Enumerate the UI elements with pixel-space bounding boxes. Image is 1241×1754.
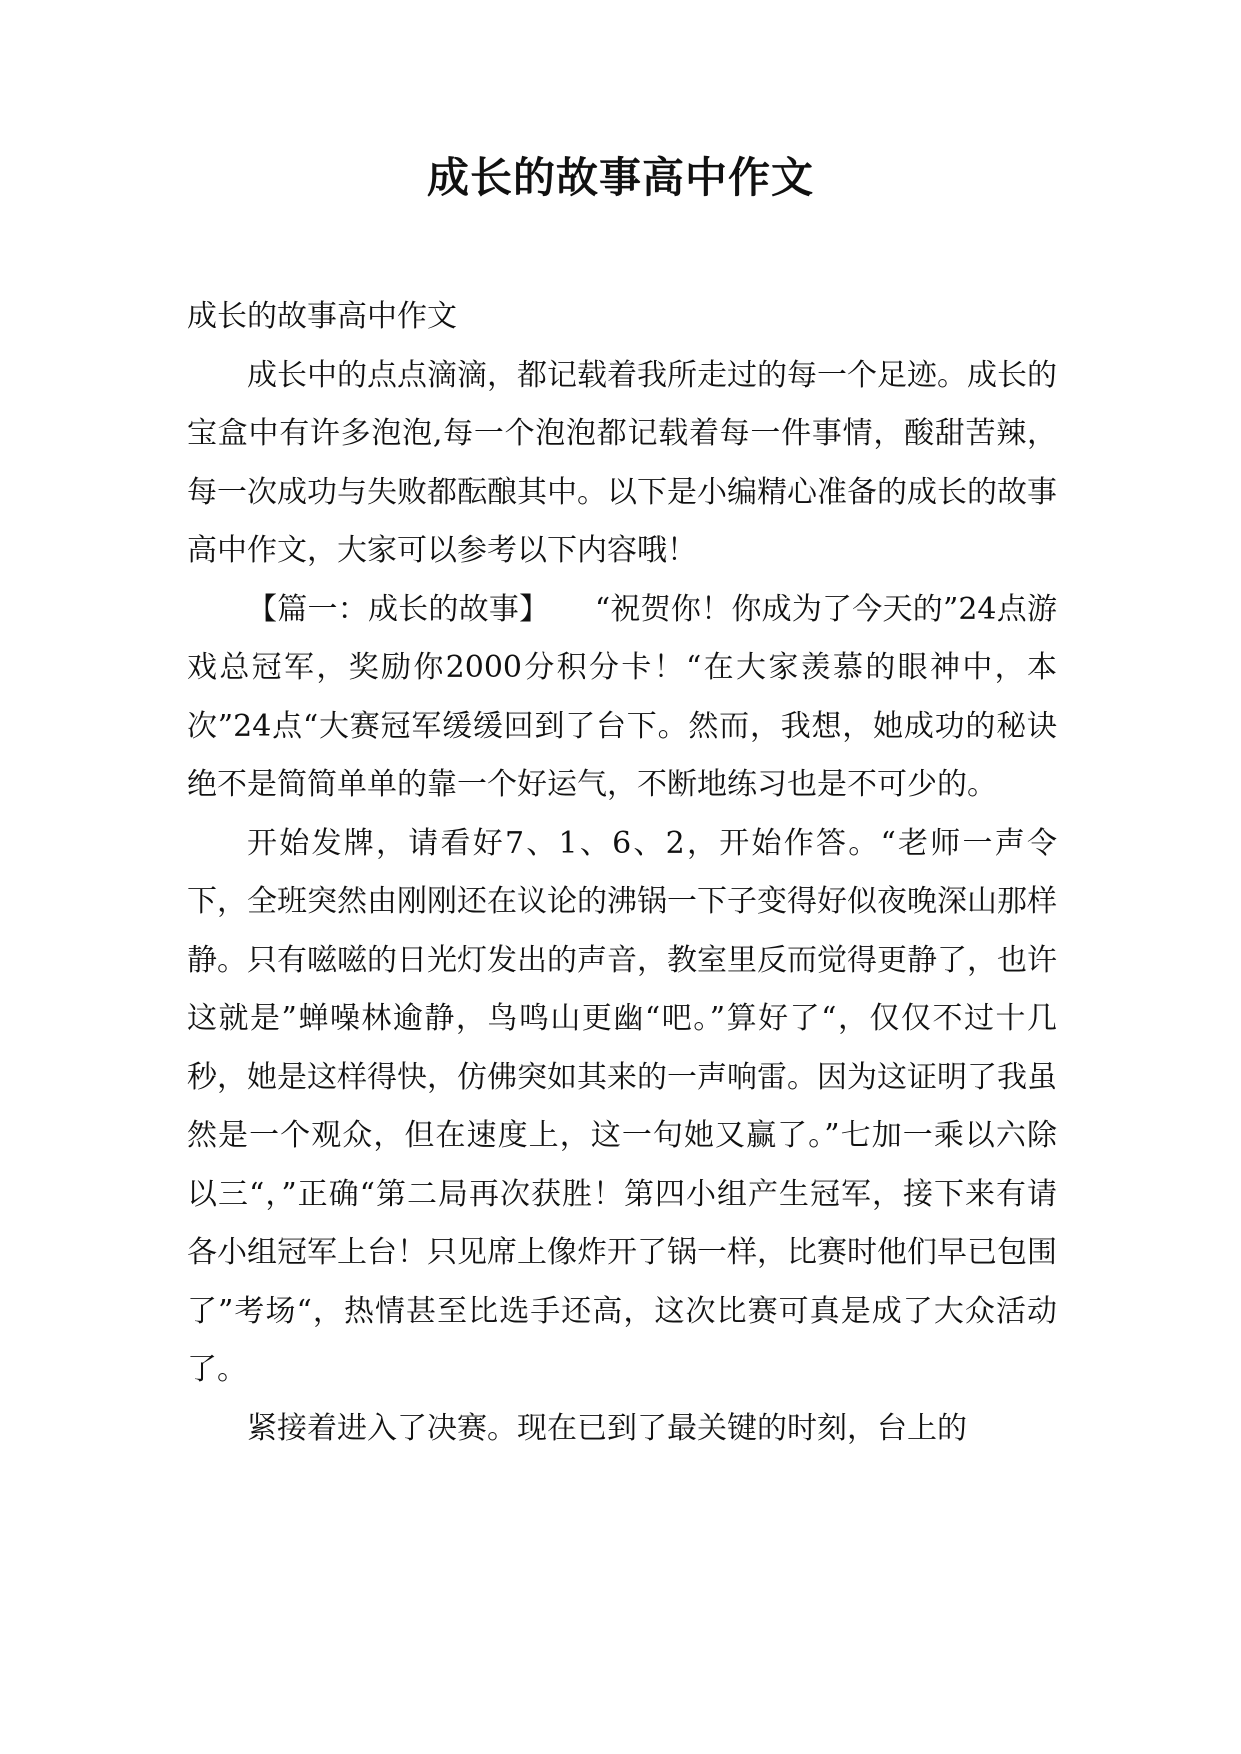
section-one-paragraph: 【篇一：成长的故事】 “祝贺你！你成为了今天的”24点游戏总冠军，奖励你2000分积分卡！“在大家羡慕的眼神中，本次”24点“大赛冠军缓缓回到了台下。然而，我想，她成功的秘诀绝不是简简单单的靠一个好运气，不断地练习也是不可少的。 — [187, 591, 1057, 802]
intro-paragraph: 成长中的点点滴滴，都记载着我所走过的每一个足迹。成长的宝盒中有许多泡泡,每一个泡泡都记载着每一件事情，酸甜苦辣，每一次成功与失败都酝酿其中。以下是小编精心准备的成长的故事高中作文，大家可以参考以下内容哦！ — [187, 357, 1057, 568]
document-title: 成长的故事高中作文 — [426, 153, 814, 202]
document-body — [187, 288, 1057, 1458]
game-paragraph: 开始发牌，请看好7、1、6、2，开始作答。“老师一声令下，全班突然由刚刚还在议论的沸锅一下子变得好似夜晚深山那样静。只有嗞嗞的日光灯发出的声音，教室里反而觉得更静了，也许这就是”蝉噪林逾静，鸟鸣山更幽“吧。”算好了“，仅仅不过十几秒，她是这样得快，仿佛突如其来的一声响雷。因为这证明了我虽然是一个观众，但在速度上，这一句她又赢了。”七加一乘以六除以三“，”正确“第二局再次获胜！第四小组产生冠军，接下来有请各小组冠军上台！只见席上像炸开了锅一样，比赛时他们早已包围了”考场“，热情甚至比选手还高，这次比赛可真是成了大众活动了。 — [187, 825, 1057, 1387]
subtitle-line: 成长的故事高中作文 — [187, 299, 457, 334]
final-paragraph: 紧接着进入了决赛。现在已到了最关键的时刻，台上的 — [247, 1410, 967, 1446]
